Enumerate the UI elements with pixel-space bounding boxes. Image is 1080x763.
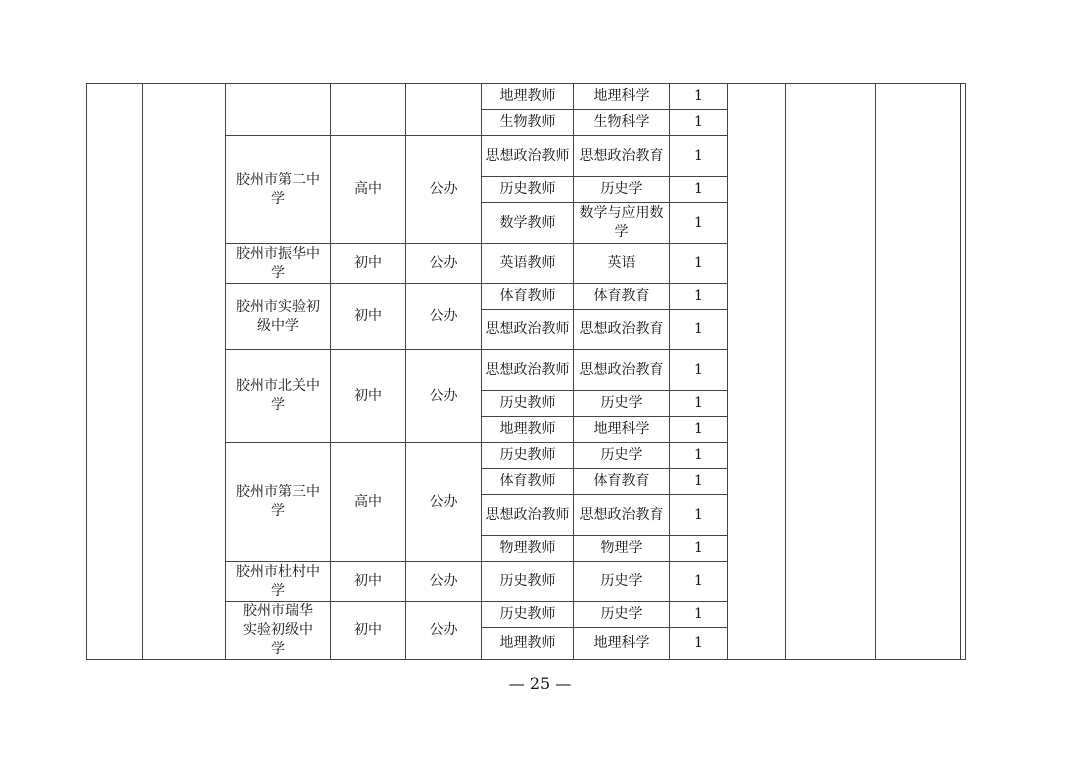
major-cell-text: 思想政治教育 bbox=[579, 361, 664, 378]
count-cell-text: 1 bbox=[694, 447, 703, 463]
blank-col-10 bbox=[876, 84, 961, 660]
post-cell bbox=[482, 350, 574, 391]
school-name-cell-text: 胶州市实验初级中学 bbox=[236, 298, 320, 334]
major-cell bbox=[574, 495, 670, 536]
count-cell bbox=[670, 536, 728, 562]
page-number: — 25 — bbox=[508, 674, 572, 693]
count-cell-text: 1 bbox=[694, 573, 703, 589]
count-cell bbox=[670, 177, 728, 203]
school-name-cell-text: 胶州市第三中学 bbox=[236, 484, 320, 519]
count-cell bbox=[670, 443, 728, 469]
school-type-cell-text: 公办 bbox=[429, 622, 458, 638]
count-cell-text: 1 bbox=[694, 361, 703, 378]
school-level-cell bbox=[331, 602, 406, 660]
count-cell-text: 1 bbox=[694, 506, 703, 523]
school-name-cell bbox=[226, 443, 331, 562]
school-name-cell bbox=[226, 602, 331, 660]
post-cell-text: 历史教师 bbox=[499, 606, 556, 622]
school-type-cell-text: 公办 bbox=[429, 573, 458, 589]
count-cell-text: 1 bbox=[694, 214, 703, 231]
school-name-cell bbox=[226, 284, 331, 350]
school-level-cell bbox=[331, 443, 406, 562]
count-cell bbox=[670, 391, 728, 417]
count-cell-text: 1 bbox=[694, 288, 703, 304]
post-cell bbox=[482, 495, 574, 536]
major-cell-text: 历史学 bbox=[600, 181, 643, 197]
major-cell bbox=[574, 391, 670, 417]
post-cell-text: 历史教师 bbox=[499, 573, 556, 589]
count-cell bbox=[670, 417, 728, 443]
count-cell bbox=[670, 562, 728, 602]
major-cell-text: 历史学 bbox=[600, 573, 643, 589]
school-level-cell bbox=[331, 244, 406, 284]
post-cell bbox=[482, 536, 574, 562]
school-type-cell bbox=[406, 602, 482, 660]
major-cell-text: 体育教育 bbox=[593, 473, 650, 489]
major-cell-text: 历史学 bbox=[600, 395, 643, 411]
post-cell bbox=[482, 602, 574, 628]
count-cell-text: 1 bbox=[694, 540, 703, 556]
post-cell-text: 历史教师 bbox=[499, 395, 556, 411]
count-cell-text: 1 bbox=[694, 88, 703, 104]
post-cell bbox=[482, 443, 574, 469]
major-cell-text: 历史学 bbox=[600, 606, 643, 622]
major-cell-text: 地理科学 bbox=[593, 88, 650, 104]
post-cell-text: 思想政治教师 bbox=[485, 147, 570, 164]
post-cell-text: 地理教师 bbox=[499, 421, 556, 437]
post-cell-text: 英语教师 bbox=[499, 255, 556, 271]
major-cell bbox=[574, 536, 670, 562]
school-name-cell-text: 胶州市瑞华实验初级中学 bbox=[243, 603, 313, 657]
count-cell bbox=[670, 495, 728, 536]
major-cell bbox=[574, 203, 670, 244]
school-name-cell-text: 胶州市振华中学 bbox=[236, 245, 320, 281]
school-name-cell bbox=[226, 562, 331, 602]
major-cell-text: 思想政治教育 bbox=[579, 147, 664, 164]
school-level-cell-text: 高中 bbox=[354, 493, 382, 510]
post-cell bbox=[482, 244, 574, 284]
count-cell bbox=[670, 244, 728, 284]
blank-col-2 bbox=[143, 84, 226, 660]
post-cell-text: 生物教师 bbox=[499, 114, 556, 130]
count-cell-text: 1 bbox=[694, 395, 703, 411]
school-name-cell bbox=[226, 136, 331, 244]
major-cell bbox=[574, 443, 670, 469]
post-cell bbox=[482, 417, 574, 443]
school-name-cell bbox=[226, 244, 331, 284]
count-cell-text: 1 bbox=[694, 147, 703, 164]
school-type-cell-text: 公办 bbox=[429, 181, 458, 197]
school-type-cell bbox=[406, 284, 482, 350]
count-cell-text: 1 bbox=[694, 473, 703, 489]
post-cell bbox=[482, 284, 574, 310]
major-cell bbox=[574, 177, 670, 203]
post-cell bbox=[482, 177, 574, 203]
major-cell bbox=[574, 110, 670, 136]
major-cell-text: 物理学 bbox=[600, 540, 643, 556]
major-cell-text: 地理科学 bbox=[593, 635, 650, 651]
school-type-cell bbox=[406, 136, 482, 244]
post-cell-text: 思想政治教师 bbox=[485, 321, 570, 337]
count-cell bbox=[670, 628, 728, 660]
post-cell-text: 地理教师 bbox=[499, 88, 556, 104]
school-type-cell-text: 公办 bbox=[429, 493, 458, 510]
post-cell-text: 历史教师 bbox=[499, 447, 556, 463]
school-level-cell bbox=[331, 136, 406, 244]
school-level-cell-text: 初中 bbox=[354, 622, 382, 638]
major-cell bbox=[574, 417, 670, 443]
major-cell bbox=[574, 310, 670, 350]
blank-col-8 bbox=[728, 84, 786, 660]
post-cell-text: 地理教师 bbox=[499, 635, 556, 651]
count-cell-text: 1 bbox=[694, 181, 703, 197]
major-cell bbox=[574, 350, 670, 391]
post-cell bbox=[482, 469, 574, 495]
school-level-cell bbox=[331, 350, 406, 443]
post-cell-text: 思想政治教师 bbox=[485, 506, 570, 523]
count-cell bbox=[670, 602, 728, 628]
blank-col-9 bbox=[786, 84, 876, 660]
blank-col-1 bbox=[87, 84, 143, 660]
major-cell bbox=[574, 244, 670, 284]
post-cell bbox=[482, 310, 574, 350]
recruitment-table bbox=[86, 83, 966, 660]
table-row bbox=[87, 84, 966, 110]
school-type-cell-text: 公办 bbox=[429, 308, 458, 324]
major-cell bbox=[574, 284, 670, 310]
major-cell-text: 地理科学 bbox=[593, 421, 650, 437]
school-level-cell-text: 初中 bbox=[354, 255, 382, 271]
school-level-cell-text: 高中 bbox=[354, 181, 382, 197]
post-cell bbox=[482, 110, 574, 136]
count-cell bbox=[670, 84, 728, 110]
count-cell bbox=[670, 203, 728, 244]
school-name-cell-text: 胶州市第二中学 bbox=[236, 171, 320, 207]
count-cell bbox=[670, 110, 728, 136]
major-cell-text: 思想政治教育 bbox=[579, 321, 664, 337]
major-cell bbox=[574, 136, 670, 177]
major-cell-text: 数学与应用数学 bbox=[579, 205, 664, 240]
school-type-cell bbox=[406, 84, 482, 136]
count-cell-text: 1 bbox=[694, 255, 703, 271]
post-cell bbox=[482, 391, 574, 417]
school-level-cell bbox=[331, 284, 406, 350]
count-cell bbox=[670, 310, 728, 350]
school-name-cell-text: 胶州市杜村中学 bbox=[236, 563, 320, 599]
post-cell-text: 历史教师 bbox=[499, 181, 556, 197]
post-cell-text: 体育教师 bbox=[499, 473, 556, 489]
school-type-cell bbox=[406, 443, 482, 562]
school-level-cell bbox=[331, 84, 406, 136]
count-cell bbox=[670, 136, 728, 177]
count-cell bbox=[670, 469, 728, 495]
major-cell bbox=[574, 469, 670, 495]
major-cell-text: 体育教育 bbox=[593, 288, 650, 304]
table-body bbox=[87, 84, 966, 660]
school-level-cell-text: 初中 bbox=[354, 573, 382, 589]
post-cell bbox=[482, 84, 574, 110]
major-cell bbox=[574, 84, 670, 110]
count-cell-text: 1 bbox=[694, 635, 703, 651]
school-name-cell bbox=[226, 84, 331, 136]
post-cell-text: 数学教师 bbox=[499, 214, 556, 231]
major-cell-text: 英语 bbox=[607, 255, 636, 271]
school-type-cell-text: 公办 bbox=[429, 387, 458, 404]
school-type-cell bbox=[406, 562, 482, 602]
count-cell bbox=[670, 284, 728, 310]
school-name-cell bbox=[226, 350, 331, 443]
school-level-cell-text: 初中 bbox=[354, 387, 382, 404]
count-cell-text: 1 bbox=[694, 321, 703, 337]
count-cell-text: 1 bbox=[694, 606, 703, 622]
major-cell-text: 生物科学 bbox=[593, 114, 650, 130]
school-name-cell-text: 胶州市北关中学 bbox=[236, 378, 320, 413]
post-cell-text: 思想政治教师 bbox=[485, 361, 570, 378]
count-cell bbox=[670, 350, 728, 391]
school-type-cell-text: 公办 bbox=[429, 255, 458, 271]
post-cell bbox=[482, 628, 574, 660]
school-type-cell bbox=[406, 244, 482, 284]
major-cell bbox=[574, 562, 670, 602]
post-cell-text: 体育教师 bbox=[499, 288, 556, 304]
post-cell bbox=[482, 562, 574, 602]
school-level-cell bbox=[331, 562, 406, 602]
post-cell bbox=[482, 203, 574, 244]
major-cell-text: 历史学 bbox=[600, 447, 643, 463]
post-cell-text: 物理教师 bbox=[499, 540, 556, 556]
post-cell bbox=[482, 136, 574, 177]
school-level-cell-text: 初中 bbox=[354, 308, 382, 324]
major-cell bbox=[574, 602, 670, 628]
blank-col-11 bbox=[961, 84, 966, 660]
major-cell bbox=[574, 628, 670, 660]
count-cell-text: 1 bbox=[694, 114, 703, 130]
count-cell-text: 1 bbox=[694, 421, 703, 437]
school-type-cell bbox=[406, 350, 482, 443]
major-cell-text: 思想政治教育 bbox=[579, 506, 664, 523]
